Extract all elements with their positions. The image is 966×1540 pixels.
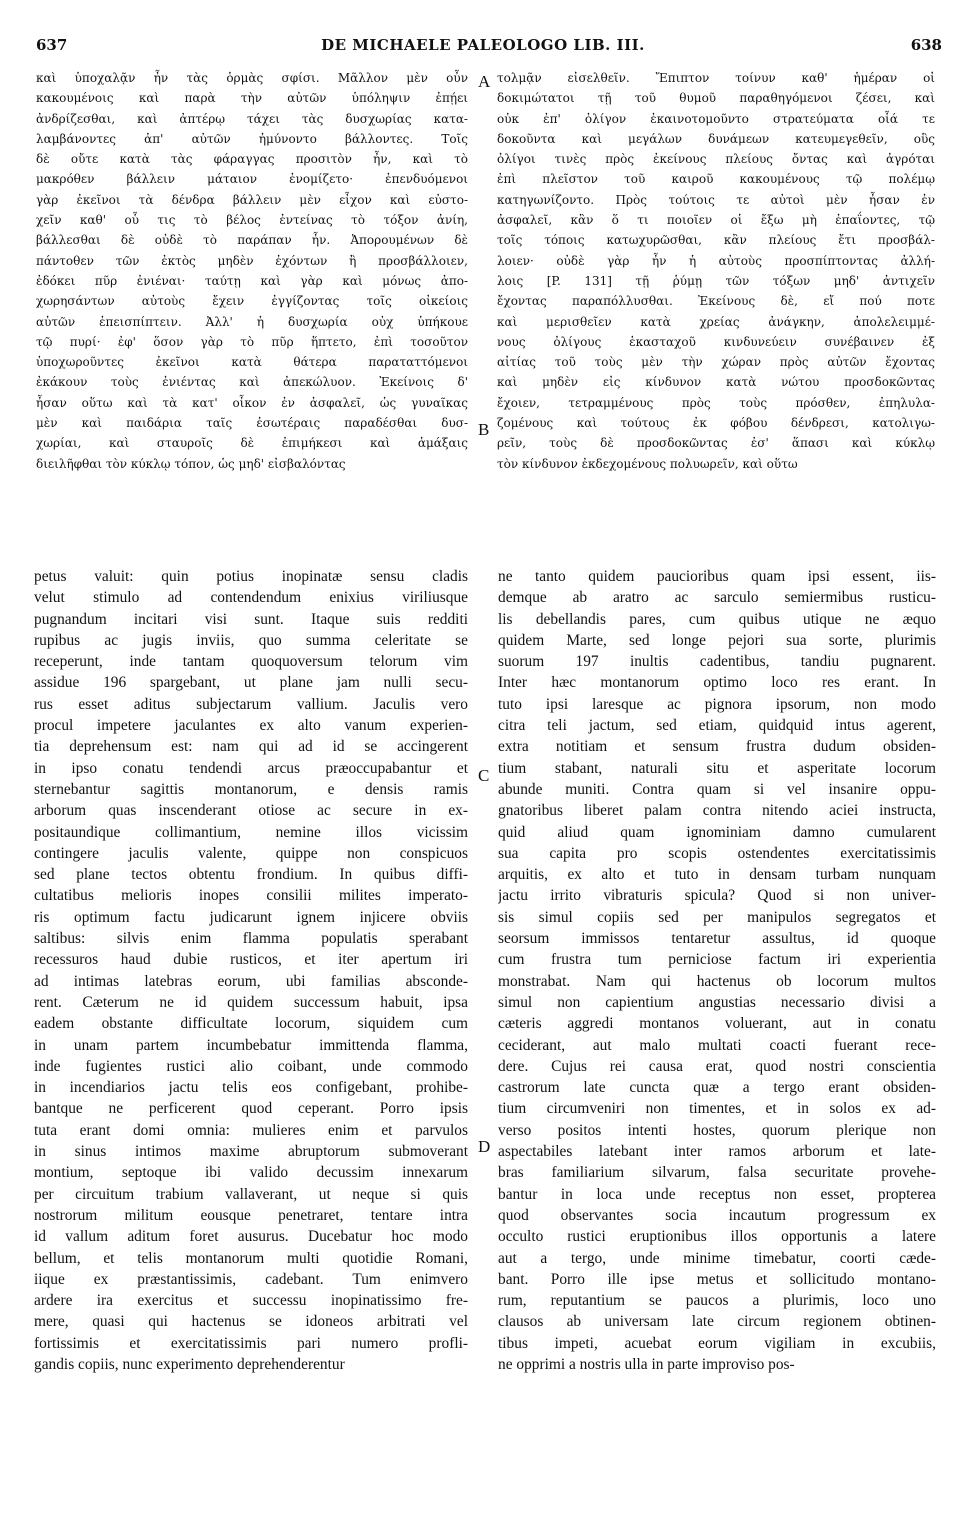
text-line: montium, septoque ibi valido decussim innexarum <box>34 1164 468 1182</box>
text-line: bantur in loca unde receptus non esset, propterea <box>498 1185 936 1203</box>
text-line: procul impetere jaculantes ex alto vanum experien- <box>34 717 468 735</box>
text-line: ἦσαν οὕτω καὶ τὰ κατ' οἶκον ἐν ἀσφαλεῖ, ὡς γυναῖκας <box>36 395 468 410</box>
text-line: per circuitum trabium vallaverant, ut neque si quis <box>34 1185 468 1203</box>
text-line: iique ex præstantissimis, cadebant. Tum enimvero <box>34 1270 468 1288</box>
text-line: μακρόθεν βάλλειν μάταιον ἐνομίζετο· ἐπενδυόμενοι <box>36 172 468 187</box>
text-line: arquitis, ex alto et tuto in densam turbam nunquam <box>498 866 936 884</box>
running-title: DE MICHAELE PALEOLOGO LIB. III. <box>321 36 645 54</box>
text-line: χωρίαι, καὶ σταυροῖς δὲ ἐπιμήκεσι καὶ ἁμάξαις <box>36 436 468 451</box>
text-line: quod observantes socia incautum progressum ex <box>498 1206 936 1224</box>
text-line: saltibus: silvis enim flamma populatis sperabant <box>34 930 468 948</box>
page-header <box>0 0 966 60</box>
text-line: assidue 196 spargebant, ut plane jam nulli secu- <box>34 674 468 692</box>
text-line: ἀσφαλεῖ, κἂν ὅ τι ποιοῖεν οἱ ἔξω μὴ ἐπαΐοντες, τῷ <box>497 213 935 228</box>
text-line: λαμβάνοντες ἀπ' αὐτῶν ἠμύνοντο βάλλοντες. Τοῖς <box>36 131 468 146</box>
latin-column-left <box>34 566 468 1375</box>
text-line: rent. Cæterum ne id quidem successum habuit, ipsa <box>34 993 468 1011</box>
text-line: κακουμένοις καὶ παρὰ τὴν αὐτῶν ὑπόληψιν ἐπῄει <box>36 91 468 106</box>
text-line: quid aliud quam ignominiam damno cumularent <box>498 823 936 841</box>
text-line: ceciderant, aut malo multati coacti fuerant rece- <box>498 1036 936 1054</box>
text-line: cæteris aggredi montanos voluerant, aut in conatu <box>498 1015 936 1033</box>
text-line: jactu irrito vibraturis spicula? Quod si non univer- <box>498 887 936 905</box>
text-line: dere. Cujus rei causa erat, quod nostri conscientia <box>498 1057 936 1075</box>
text-line: monstrabat. Nam qui hactenus ob locorum multos <box>498 972 936 990</box>
text-line: fortissimis et exercitatissimis pari numero profli- <box>34 1334 468 1352</box>
text-line: rus esset aditus subjectarum vallium. Jaculis vero <box>34 695 468 713</box>
text-line: ρεῖν, τοὺς δὲ προσδοκῶντας ἐσ' ἅπασι καὶ κύκλῳ <box>497 436 935 451</box>
text-line: ris optimum factu judicarunt ignem injicere obviis <box>34 908 468 926</box>
text-line: ἐκάκουν τοὺς ἐνιέντας καὶ ἀπεκώλυον. Ἐκείνοις δ' <box>36 375 468 390</box>
margin-marker-d: D <box>478 1137 491 1156</box>
text-line: tuta erant domi omnia: mulieres enim et parvulos <box>34 1121 468 1139</box>
text-line: in unam partem incumbebatur immittenda flamma, <box>34 1036 468 1054</box>
text-line: eadem obstante difficultate locorum, siquidem cum <box>34 1015 468 1033</box>
text-line: μὲν καὶ παιδάρια ταῖς ἐσωτέραις παραδέσθαι δυσ- <box>36 416 468 431</box>
text-line: τῷ πυρί· ἐφ' ὅσον γὰρ τὸ πῦρ ἥπτετο, ἐπὶ τοσοῦτον <box>36 334 468 349</box>
text-line: citra teli jactum, sed etiam, quidquid intus agerent, <box>498 717 936 735</box>
text-line: lis debellandis pares, cum quibus utique ne æquo <box>498 610 936 628</box>
text-line: positaundique collimantium, nemine illos vicissim <box>34 823 468 841</box>
text-line: recessuros haud dubie rusticos, et iter apertum iri <box>34 951 468 969</box>
text-line: γὰρ ἐκεῖνοι τὰ δένδρα βάλλειν μὲν εἶχον καὶ εὐστο- <box>36 192 468 207</box>
text-line: abunde muniti. Contra quam si vel insanire oppu- <box>498 780 936 798</box>
text-line: receperunt, inde tantam quoquoversum telorum vim <box>34 653 468 671</box>
text-line: ζομένους καὶ τούτους ἐκ φόβου δένδρεσι, κατολιγω- <box>497 416 935 431</box>
text-line: tium stabant, naturali situ et asperitate locorum <box>498 759 936 777</box>
text-line: mere, quasi qui hactenus se idoneos arbitrati vel <box>34 1313 468 1331</box>
text-line: ἐπὶ πλεῖστον τοῦ καιροῦ κακουμένους τῷ πολέμῳ <box>497 172 935 187</box>
text-line: rupibus ac jugis inviis, quo summa celeritate se <box>34 631 468 649</box>
text-line: pugnandum incitari visi sunt. Itaque suis redditi <box>34 610 468 628</box>
text-line: simul non capientium angustias necessario divisi a <box>498 993 936 1011</box>
text-line: αὐτῶν ἐπεισπίπτειν. Ἀλλ' ἡ δυσχωρία οὐχ ὑπήκουε <box>36 314 468 329</box>
text-line: τὸν κίνδυνον ἐκδεχομένους πολυωρεῖν, καὶ οὕτω <box>497 456 798 471</box>
text-line: ἀνδρίζεσθαι, καὶ ἀπτέρῳ τάχει τὰς δυσχωρίας κατα- <box>36 111 468 126</box>
text-line: καὶ μηδὲν εἰς κίνδυνον κατὰ νώτου προσδοκῶντας <box>497 375 935 390</box>
text-line: λοιεν· οὐδὲ γὰρ ἦν ἡ αὐτοὺς προσπίπτοντας ἀλλή- <box>497 253 935 268</box>
text-line: in ipso conatu tendendi arcus præoccupabantur et <box>34 759 468 777</box>
text-line: id vallum aditum foret ausurus. Ducebatur hoc modo <box>34 1228 468 1246</box>
text-line: τοῖς τόποις κατωχυρῶσθαι, κἂν πλείους ἔτι προσβάλ- <box>497 233 935 248</box>
text-line: ἔχοντας παραπόλλυσθαι. Ἐκείνους δὲ, εἴ πού ποτε <box>497 294 935 309</box>
text-line: διειλῆφθαι τὸν κύκλῳ τόπον, ὡς μηδ' εἰσβαλόντας <box>36 456 346 471</box>
text-line: βάλλεσθαι δὲ οὐδὲ τὸ παράπαν ἦν. Ἀπορουμένων δὲ <box>36 233 468 248</box>
text-line: suorum 197 inultis cadentibus, tandiu pugnarent. <box>498 653 936 671</box>
text-line: sis simul copiis sed per manipulos segregatos et <box>498 908 936 926</box>
text-line: οὐκ ἐπ' ὀλίγον ἐκαινοτομοῦντο στρατεύματα οἷά τε <box>497 111 935 126</box>
text-line: aut a tergo, unde minime timebatur, coorti cæde- <box>498 1249 936 1267</box>
text-line: λοις [P. 131] τῇ ῥύμῃ τῶν τόξων μηδ' ἀντιχεῖν <box>497 273 935 288</box>
text-line: tuto ipsi laresque ac pignora ipsorum, non modo <box>498 695 936 713</box>
text-line: velut stimulo ad contendendum enixius viriliusque <box>34 589 468 607</box>
latin-column-right <box>498 566 936 1375</box>
text-line: ὑποχωροῦντες ἐκεῖνοι κατὰ θάτερα παραταττόμενοι <box>36 355 468 370</box>
text-line: occulto rustici eruptionibus illos opportunis a latere <box>498 1228 936 1246</box>
text-line: in sinus intimos maxime abruptorum submoverant <box>34 1143 468 1161</box>
text-line: ἔχοιεν, τετραμμένους πρὸς τοὺς πρόσθεν, ἐπηλυλα- <box>497 395 935 410</box>
text-line: δοκοῦντα καὶ μεγάλων δυνάμεων κατευμεγεθεῖν, οὓς <box>497 131 935 146</box>
text-line: sternebantur sagittis montanorum, e densis ramis <box>34 780 468 798</box>
right-page-number: 638 <box>910 36 942 54</box>
text-line: aspectabiles latebant inter ramos arborum et late- <box>498 1143 936 1161</box>
text-line: seorsum immissos tentaretur assultus, id quoque <box>498 930 936 948</box>
text-line: rum, reputantium se paucos a plurimis, loco uno <box>498 1292 936 1310</box>
text-line: δοκιμώτατοι τῇ τοῦ θυμοῦ παραθηγόμενοι ζέσει, καὶ <box>497 91 935 106</box>
text-line: χωρησάντων αὐτοὺς ἔχειν ἐγγίζοντας τοῖς οἰκείοις <box>36 294 468 309</box>
text-line: tia deprehensum est: nam qui ad id se accingerent <box>34 738 468 756</box>
text-line: castrorum late cuncta quæ a tergo erant obsiden- <box>498 1079 936 1097</box>
text-line: clausos ab universam late circum regionem obtinen- <box>498 1313 936 1331</box>
text-line: πάντοθεν τῶν ἐκτὸς μηδὲν ἐχόντων ἢ προσβάλλοιεν, <box>36 253 468 268</box>
text-line: ὀλίγοι τινὲς πρὸς ἐκείνους πλείους ὄντας καὶ ἀγρόται <box>497 152 935 167</box>
text-line: bant. Porro ille ipse metus et sollicitudo montano- <box>498 1270 936 1288</box>
text-line: καὶ ὑποχαλᾷν ἦν τὰς ὁρμὰς σφίσι. Μᾶλλον μὲν οὖν <box>36 71 468 85</box>
text-line: τολμᾷν εἰσελθεῖν. Ἔπιπτον τοίνυν καθ' ἡμέραν οἱ <box>497 71 935 85</box>
text-line: quidem Marte, sed longe pejori sua sorte, plurimis <box>498 631 936 649</box>
text-line: bellum, et telis montanorum multi quotidie Romani, <box>34 1249 468 1267</box>
text-line: tibus impeti, acuebat eorum vigiliam in excubiis, <box>498 1334 936 1352</box>
text-line: ad intimas latebras eorum, ubi familias absconde- <box>34 972 468 990</box>
text-line: ne tanto quidem paucioribus quam ipsi essent, iis- <box>498 568 936 585</box>
text-line: ἐδόκει πῦρ ἐνιέναι· ταύτῃ καὶ γὰρ καὶ μόνως ἀπο- <box>36 273 468 288</box>
text-line: bras familiarium silvarum, falsa securitate provehe- <box>498 1164 936 1182</box>
greek-column-left <box>36 68 468 474</box>
text-line: sed plane tectos obtentu frondium. In quibus diffi- <box>34 866 468 884</box>
text-line: demque ab aratro ac sarculo semiermibus rusticu- <box>498 589 936 607</box>
greek-column-right <box>497 68 935 474</box>
text-line: sua capita pro scopis ostendentes exercitatissimis <box>498 844 936 862</box>
text-line: petus valuit: quin potius inopinatæ sensu cladis <box>34 568 468 585</box>
text-line: bantque ne perficerent quod ceperant. Porro ipsis <box>34 1100 468 1118</box>
text-line: in incendiarios jactu telis eos configebant, prohibe- <box>34 1079 468 1097</box>
text-line: arborum quas inscenderant otiose ac secure in ex- <box>34 802 468 820</box>
margin-marker-c: C <box>478 766 490 785</box>
text-line: δὲ οὔτε κατὰ τὰς φάραγγας προσιτὸν ἦν, καὶ τὸ <box>36 152 468 167</box>
left-page-number: 637 <box>36 36 68 54</box>
text-line: cum frustra tum perniciose factum iri experientia <box>498 951 936 969</box>
text-line: extra notitiam et sensum frustra dudum obsiden- <box>498 738 936 756</box>
margin-marker-a: A <box>478 72 491 91</box>
text-line: inde fugientes rustici alio coibant, unde commodo <box>34 1057 468 1075</box>
text-line: gnatoribus liberet palam contra nitendo aciei instructa, <box>498 802 936 820</box>
text-line: αἰτίας τοῦ τοὺς μὲν τὴν χώραν πρὸς αὐτῶν ἔχοντας <box>497 355 935 370</box>
text-line: νους ὀλίγους ἑκασταχοῦ κινδυνεύειν συνέβαινεν ἐξ <box>497 334 935 349</box>
text-line: χεῖν καθ' οὗ τις τὸ βέλος ἐντείνας τὸ τόξον ἀνίη, <box>36 213 468 228</box>
text-line: Inter hæc montanorum optimo loco res erant. In <box>498 674 936 692</box>
text-line: gandis copiis, nunc experimento deprehenderentur <box>34 1355 345 1373</box>
text-line: ne opprimi a nostris ulla in parte improviso pos- <box>498 1355 795 1373</box>
text-line: καὶ μερισθεῖεν κατὰ χρείας ἀνάγκην, ἀπολελειμμέ- <box>497 314 935 329</box>
text-line: tium circumveniri non timentes, et in solos ex ad- <box>498 1100 936 1118</box>
text-line: κατηγωνίζοντο. Πρὸς τούτοις τε αὐτοὶ μὲν ἦσαν ἐν <box>497 192 935 207</box>
text-line: ardere ira exercitus et successu inopinatissimo fre- <box>34 1292 468 1310</box>
text-line: nostrorum militum eousque penetraret, tentare intra <box>34 1206 468 1224</box>
text-line: verso positos intenti hostes, quorum plerique non <box>498 1121 936 1139</box>
text-line: contingere jaculis valente, quippe non conspicuos <box>34 844 468 862</box>
text-line: cultatibus melioris inopes consilii milites imperato- <box>34 887 468 905</box>
margin-marker-b: B <box>478 420 490 439</box>
